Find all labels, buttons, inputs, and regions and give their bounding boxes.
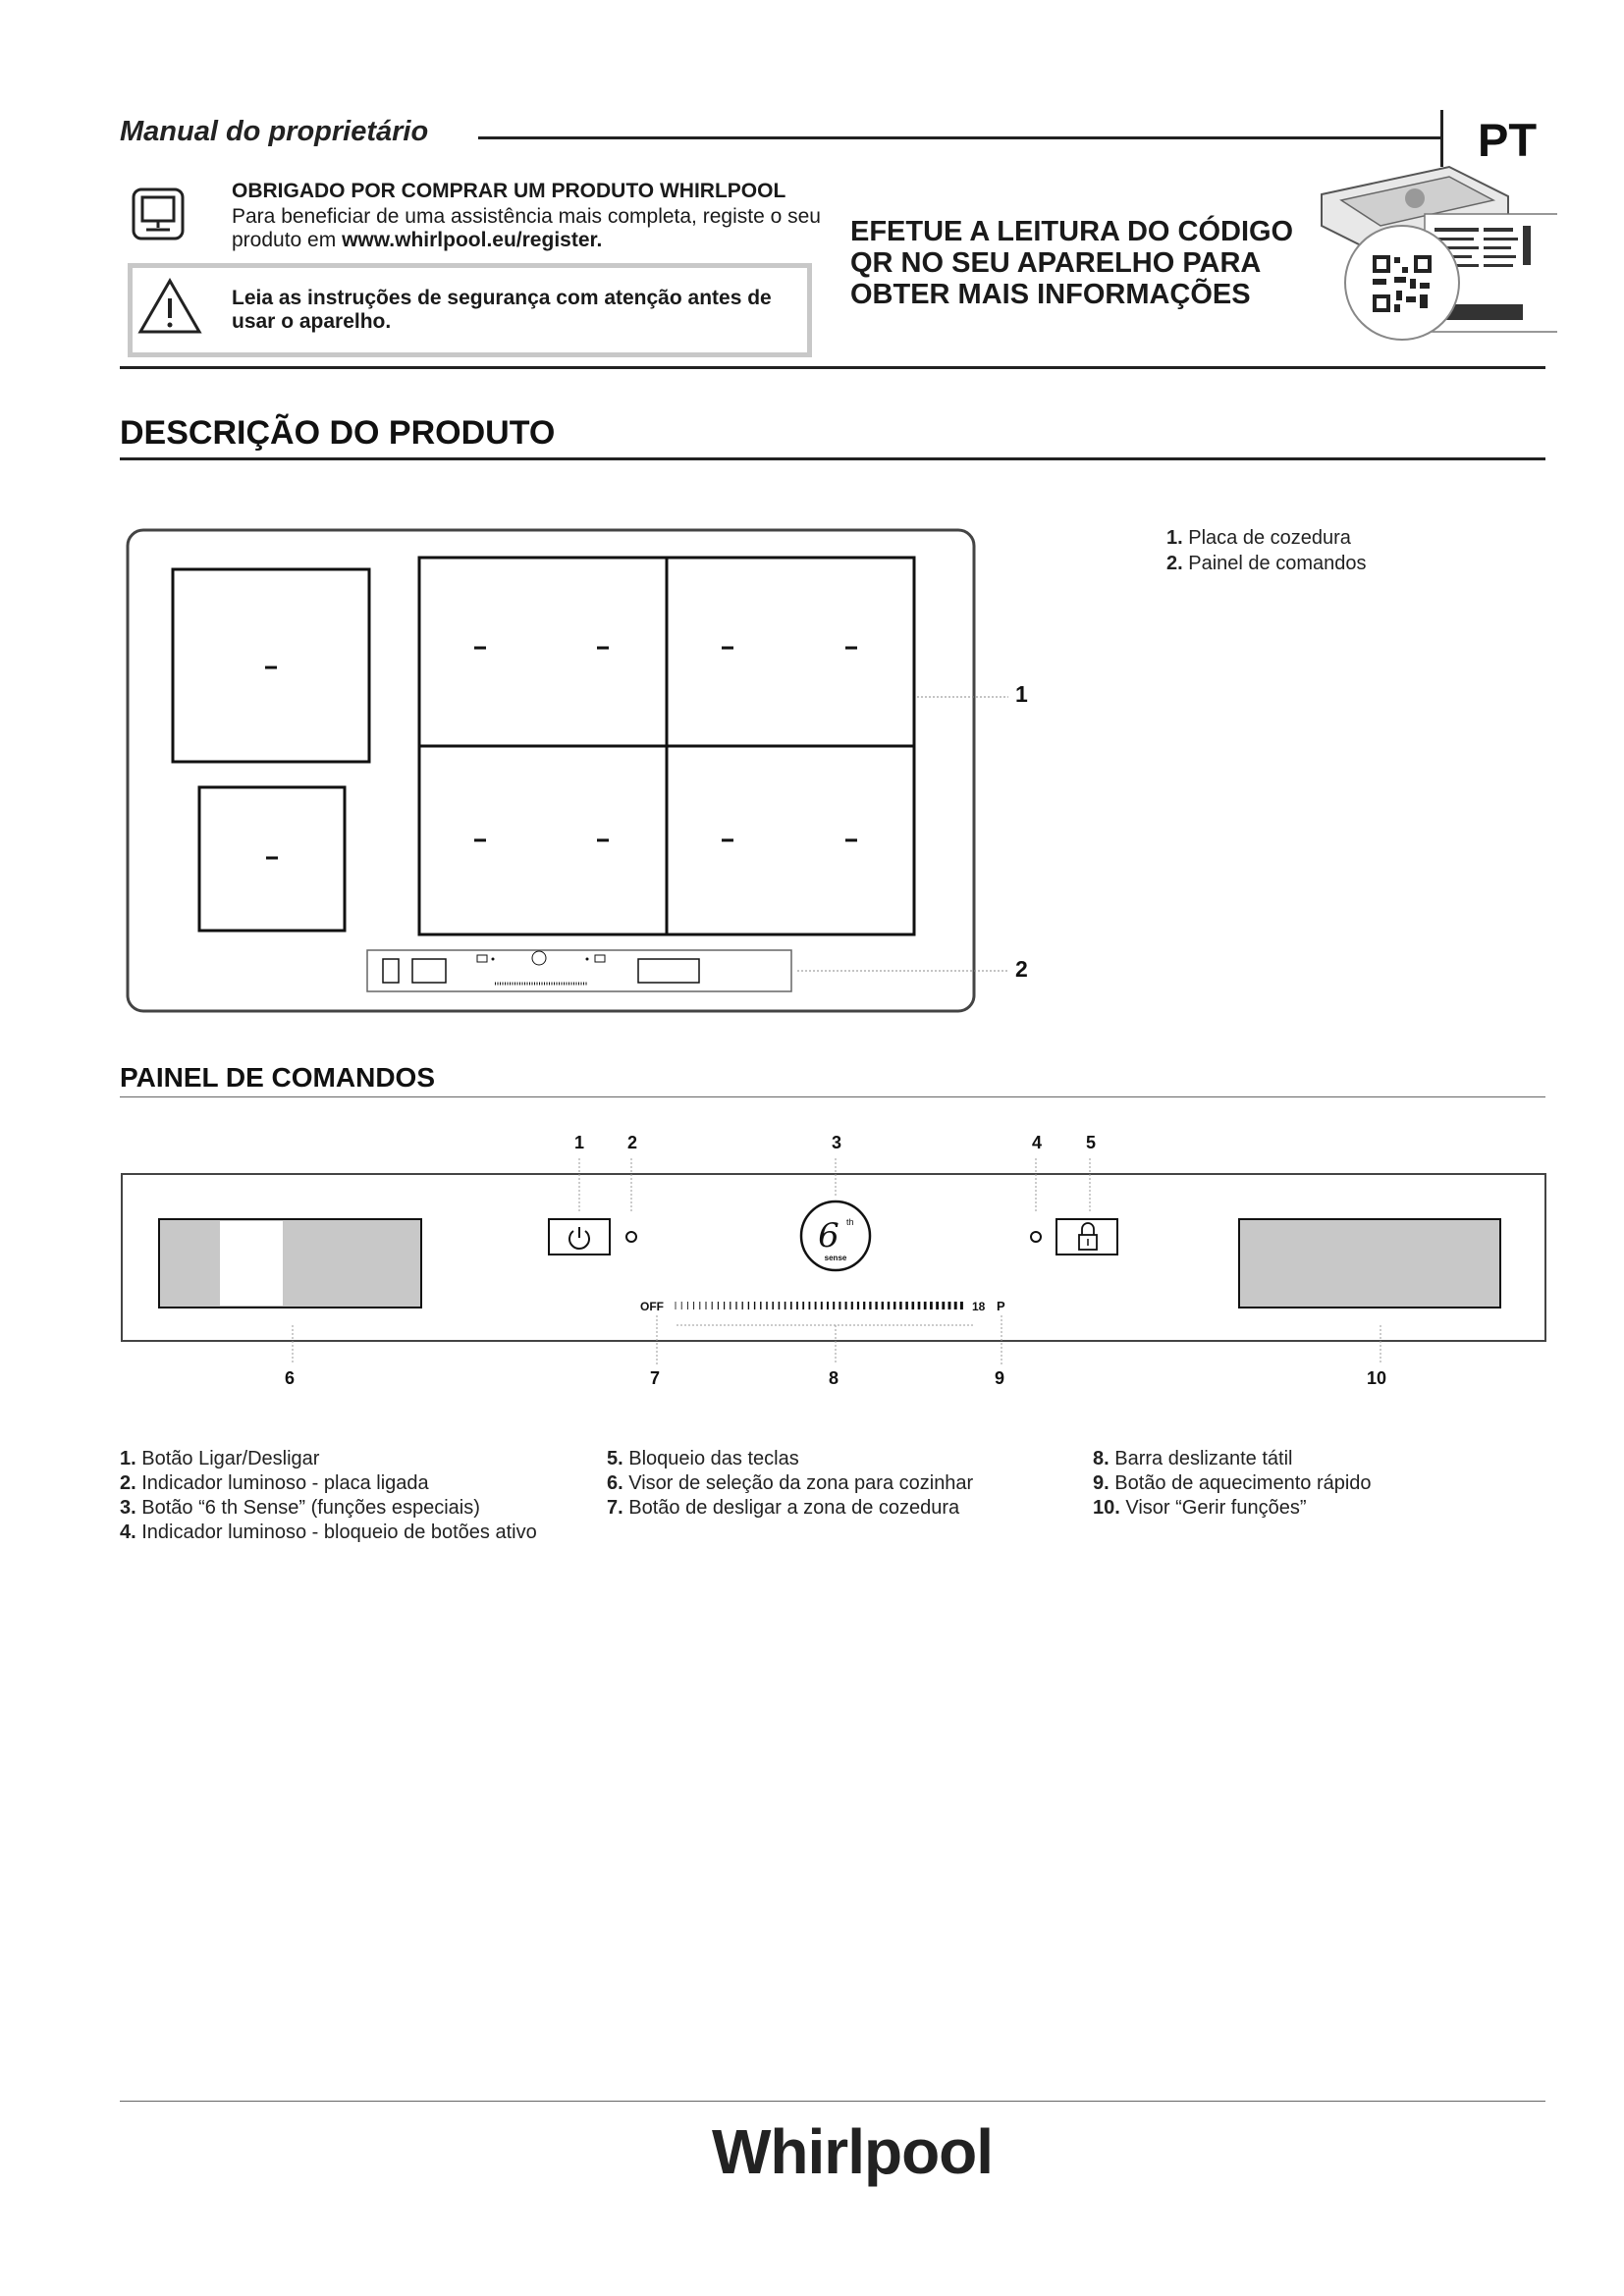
registration-text [232, 205, 821, 252]
touch-slider [676, 1302, 961, 1309]
bottom-number: 6 [285, 1368, 296, 1388]
qr-code-illustration [1312, 157, 1557, 348]
qr-instruction: EFETUE A LEITURA DO CÓDIGO QR NO SEU APARELHO PARA OBTER MAIS INFORMAÇÕES [850, 216, 1294, 310]
top-number: 1 [574, 1133, 585, 1152]
callout-2: 2 [1015, 956, 1028, 982]
sixth-sense-button [801, 1201, 870, 1270]
section-rule [120, 1096, 1545, 1097]
key-lock-button [1056, 1219, 1117, 1255]
product-description-title: DESCRIÇÃO DO PRODUTO [120, 414, 556, 452]
legend-item: 9. Botão de aquecimento rápido [1093, 1472, 1372, 1494]
slider-off-label: OFF [640, 1300, 664, 1313]
legend-item: 2. Indicador luminoso - placa ligada [120, 1472, 429, 1494]
brand-logo: Whirlpool [712, 2116, 994, 2187]
cooking-zone [173, 569, 369, 762]
slider-max-label: 18 [972, 1300, 986, 1313]
power-button [549, 1219, 610, 1255]
footer-rule [120, 2101, 1545, 2102]
top-number: 3 [832, 1133, 842, 1152]
top-number: 5 [1086, 1133, 1097, 1152]
cooking-zone [667, 746, 914, 934]
legend-item: 2. Painel de comandos [1166, 553, 1367, 574]
safety-warning-text: Leia as instruções de segurança com atenção antes de usar o aparelho. [232, 287, 772, 333]
manage-functions-display [1239, 1219, 1500, 1308]
top-number: 2 [627, 1133, 638, 1152]
legend-item: 4. Indicador luminoso - bloqueio de botões ativo [120, 1522, 537, 1543]
legend-item: 1. Botão Ligar/Desligar [120, 1448, 320, 1469]
boost-label: P [997, 1299, 1005, 1313]
computer-icon [131, 187, 186, 241]
top-number: 4 [1032, 1133, 1043, 1152]
control-panel-diagram [120, 1158, 1553, 1364]
legend-item: 5. Bloqueio das teclas [607, 1448, 799, 1469]
legend-column-2 [607, 1447, 973, 1521]
registration-title: OBRIGADO POR COMPRAR UM PRODUTO WHIRLPOOL [232, 180, 786, 202]
legend-column-3 [1093, 1447, 1372, 1521]
control-panel-title: PAINEL DE COMANDOS [120, 1062, 435, 1093]
warning-icon [137, 277, 202, 336]
svg-text:th: th [846, 1217, 854, 1227]
bottom-number: 8 [829, 1368, 839, 1388]
manual-title: Manual do proprietário [120, 116, 429, 147]
zone-selection-display [159, 1219, 421, 1308]
legend-item: 7. Botão de desligar a zona de cozedura [607, 1497, 960, 1519]
legend-item: 3. Botão “6 th Sense” (funções especiais) [120, 1497, 480, 1519]
registration-url[interactable]: www.whirlpool.eu/register. [342, 229, 603, 251]
mini-control-panel [367, 950, 791, 991]
power-indicator-light [626, 1232, 636, 1242]
callout-1: 1 [1015, 681, 1028, 707]
hob-diagram [120, 520, 1062, 1031]
legend-item: 1. Placa de cozedura [1166, 527, 1351, 549]
language-code: PT [1478, 114, 1538, 166]
lock-indicator-light [1031, 1232, 1041, 1242]
registration-body: Para beneficiar de uma assistência mais completa, registe o seu produto em [232, 205, 821, 251]
section-rule [120, 366, 1545, 369]
cooking-zone [419, 746, 667, 934]
bottom-number: 9 [995, 1368, 1005, 1388]
svg-text:sense: sense [824, 1254, 847, 1262]
cooking-zone [667, 558, 914, 746]
cooking-zone [419, 558, 667, 746]
legend-item: 8. Barra deslizante tátil [1093, 1448, 1293, 1469]
legend-item: 10. Visor “Gerir funções” [1093, 1497, 1307, 1519]
svg-text:6: 6 [818, 1216, 839, 1255]
bottom-number: 10 [1367, 1368, 1387, 1388]
legend-item: 6. Visor de seleção da zona para cozinhar [607, 1472, 974, 1494]
section-rule [120, 457, 1545, 460]
header-rule [478, 136, 1440, 139]
legend-column-1 [120, 1447, 537, 1545]
bottom-number: 7 [650, 1368, 661, 1388]
